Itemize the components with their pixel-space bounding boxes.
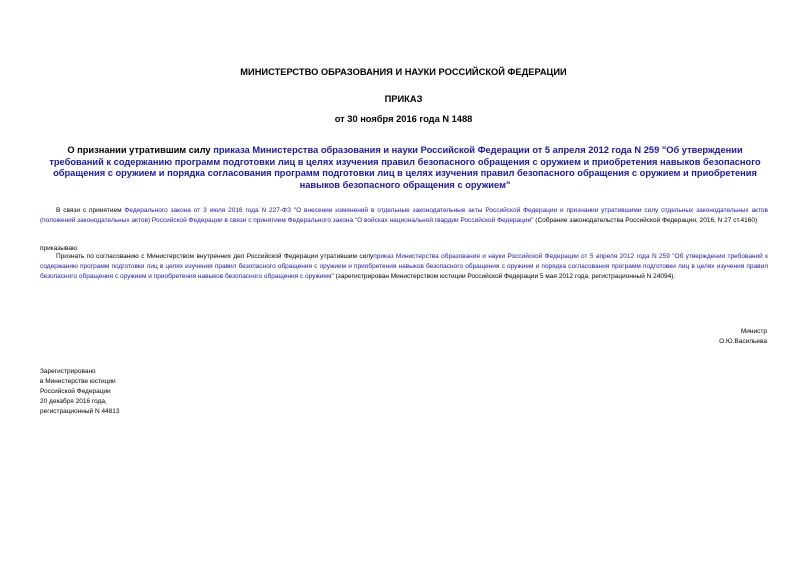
- signature-block: [719, 327, 767, 347]
- operative-suffix: (зарегистрирован Министерством юстиции Российской Федерации 5 мая 2012 года, регистрационный N 24094).: [333, 273, 676, 280]
- order-word: приказываю:: [40, 245, 79, 252]
- ministry-name: МИНИСТЕРСТВО ОБРАЗОВАНИЯ И НАУКИ РОССИЙСКОЙ ФЕДЕРАЦИИ: [240, 67, 567, 77]
- operative-prefix: Признать по согласованию с Министерством внутренних дел Российской Федерации утратившим силу: [56, 253, 374, 260]
- order-heading-prefix: О признании утратившим силу: [67, 145, 214, 155]
- registration-line: Российской Федерации: [40, 388, 111, 395]
- federal-law-link[interactable]: Федерального закона от 3 июля 2016 года N 227-ФЗ "О внесении изменений в отдельные законодательные акты Российской Федерации и признании утратившими силу отдельных законодательных актов (положений законодательных актов) Российской Федерации в связи с принятием Федерального закона "О войсках национальной гвардии Российской Федерации": [40, 207, 768, 224]
- registration-line: Зарегистрировано: [40, 368, 96, 375]
- signature-name: О.Ю.Васильева: [719, 338, 767, 345]
- registration-line: регистрационный N 44813: [40, 408, 120, 415]
- order-date-number: от 30 ноября 2016 года N 1488: [334, 114, 473, 124]
- operative-paragraph: [40, 252, 768, 282]
- registration-line: 20 декабря 2016 года,: [40, 398, 107, 405]
- document-type: ПРИКАЗ: [384, 94, 423, 104]
- order-heading: [40, 145, 770, 191]
- preamble-suffix: (Собрание законодательства Российской Федерации, 2016, N 27 ст.4160): [533, 217, 758, 224]
- order-heading-link[interactable]: приказа Министерства образования и науки Российской Федерации от 5 апреля 2012 года N 259 "Об утверждении требований к содержанию программ подготовки лиц в целях изучения правил безопасного обращения с оружием и приобретения навыков безопасного обращения с оружием и порядка согласования программ подготовки лиц в целях изучения правил безопасного обращения с оружием и приобретения навыков безопасного обращения с оружием": [49, 145, 761, 190]
- revoked-order-link[interactable]: приказ Министерства образования и науки Российской Федерации от 5 апреля 2012 года N 259 "Об утверждении требований к содержанию программ подготовки лиц в целях изучения правил безопасного обращения с оружием и приобретения навыков безопасного обращения с оружием и порядка согласования программ подготовки лиц в целях изучения правил безопасного обращения с оружием и приобретения навыков безопасного обращения с оружием": [40, 253, 768, 280]
- signature-title: Министр: [740, 328, 767, 335]
- registration-line: в Министерстве юстиции: [40, 378, 116, 385]
- preamble-prefix: В связи с принятием: [56, 207, 125, 214]
- registration-block: [40, 367, 120, 417]
- preamble-paragraph: [40, 206, 768, 226]
